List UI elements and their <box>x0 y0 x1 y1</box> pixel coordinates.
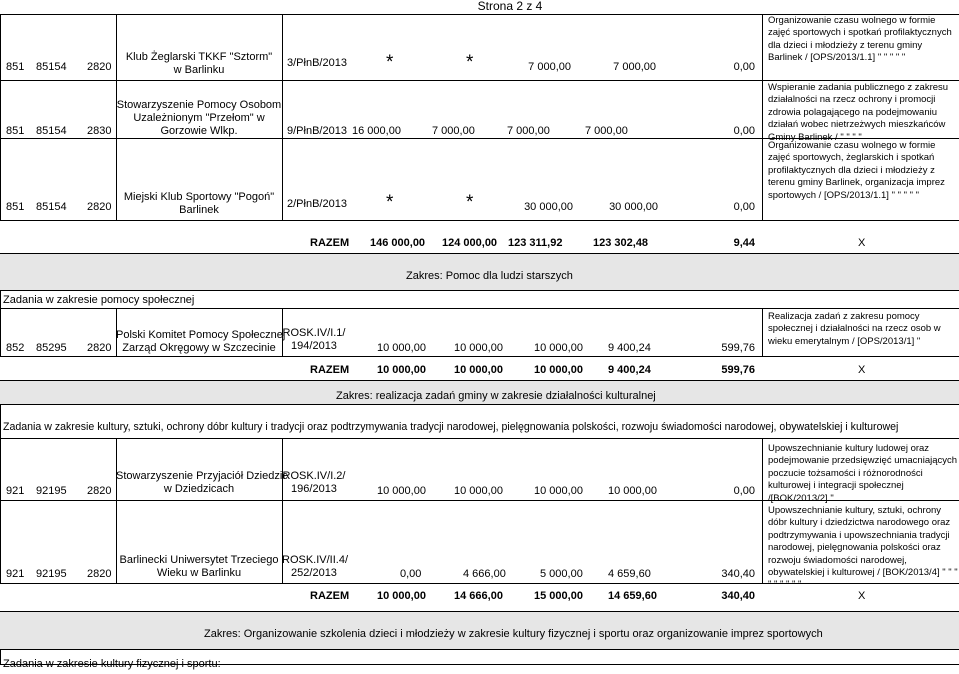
section-task-pomoc: Zadania w zakresie pomocy społecznej <box>3 294 195 306</box>
value-5: 599,76 <box>721 342 755 354</box>
value-3: 30 000,00 <box>524 201 573 213</box>
paragraf-cell: 2820 <box>87 61 112 73</box>
task-description: Realizacja zadań z zakresu pomocy społecznej i działalności na rzecz osob w wieku emerytalnym / [OPS/2013/1] " <box>768 311 941 347</box>
total-value-5: 599,76 <box>721 364 755 376</box>
page-header: Strona 2 z 4 <box>477 0 543 13</box>
total-label: RAZEM <box>310 364 350 376</box>
total-value-3: 123 311,92 <box>508 237 563 249</box>
task-description: Organizowanie czasu wolnego w formie zajęć sportowych, żeglarskich i spotkań profilaktycznych dla dzieci i młodzieży z terenu gminy Barlinek, organizacja imprez sportowych / [OPS/2013/1.1] " " " " " <box>768 140 945 201</box>
total-x: X <box>858 364 866 376</box>
total-value-4: 9 400,24 <box>608 364 651 376</box>
value-3: 5 000,00 <box>540 568 583 580</box>
paragraf-cell: 2820 <box>87 485 112 497</box>
doc-number: ROSK.IV/II.4/ <box>282 554 349 566</box>
dzial-cell: 852 <box>6 342 25 354</box>
org-name-line: Stowarzyszenie Pomocy Osobom <box>116 99 282 111</box>
total-value-4: 14 659,60 <box>608 590 657 602</box>
value-1: 10 000,00 <box>377 485 426 497</box>
value-4: 30 000,00 <box>609 201 658 213</box>
org-name-line: Barlinecki Uniwersytet Trzeciego <box>119 554 279 566</box>
org-name-line: Wieku w Barlinku <box>156 567 242 579</box>
org-name-line: Zarząd Okręgowy w Szczecinie <box>122 342 276 354</box>
value-5: 0,00 <box>733 201 755 213</box>
value-5: 340,40 <box>721 568 755 580</box>
total-x: X <box>858 590 866 602</box>
value-1: 0,00 <box>400 568 422 580</box>
total-label: RAZEM <box>310 237 350 249</box>
value-2: * <box>466 52 474 73</box>
value-2: 4 666,00 <box>463 568 506 580</box>
total-value-2: 14 666,00 <box>454 590 503 602</box>
value-3: 7 000,00 <box>528 61 571 73</box>
paragraf-cell: 2820 <box>87 342 112 354</box>
value-2: * <box>466 192 474 213</box>
total-value-2: 10 000,00 <box>454 364 503 376</box>
paragraf-cell: 2820 <box>87 201 112 213</box>
doc-number: 2/PłnB/2013 <box>287 198 347 210</box>
doc-number: ROSK.IV/I.1/ <box>282 327 346 339</box>
section-title-pomoc: Zakres: Pomoc dla ludzi starszych <box>406 270 573 282</box>
total-value-3: 15 000,00 <box>534 590 583 602</box>
rozdzial-cell: 85154 <box>36 201 67 213</box>
value-4: 7 000,00 <box>585 125 628 137</box>
org-name-line: Miejski Klub Sportowy "Pogoń" <box>123 191 275 203</box>
paragraf-cell: 2820 <box>87 568 112 580</box>
org-name-line: w Dziedzicach <box>163 483 235 495</box>
value-2: 10 000,00 <box>454 485 503 497</box>
value-5: 0,00 <box>733 125 755 137</box>
dzial-cell: 851 <box>6 125 25 137</box>
org-name-line: Klub Żeglarski TKKF "Sztorm" <box>125 51 273 63</box>
dzial-cell: 851 <box>6 61 25 73</box>
rozdzial-cell: 92195 <box>36 485 67 497</box>
task-description: Upowszechnianie kultury ludowej oraz podejmowanie przedsięwzięć umacniających poczucie tożsamości i różnorodności kulturowej i integracji społecznej /[BOK/2013/2] " <box>768 443 958 504</box>
value-4: 4 659,60 <box>608 568 651 580</box>
doc-number: 252/2013 <box>291 567 337 579</box>
doc-number: 196/2013 <box>291 483 337 495</box>
total-value-1: 10 000,00 <box>377 364 426 376</box>
org-name-line: Barlinek <box>179 204 219 216</box>
section-task-sport: Zadania w zakresie kultury fizycznej i sportu: <box>3 658 221 670</box>
dzial-cell: 851 <box>6 201 25 213</box>
value-3: 10 000,00 <box>534 342 583 354</box>
org-name-line: Stowarzyszenie Przyjaciół Dziedzic <box>116 470 288 482</box>
rozdzial-cell: 85154 <box>36 125 67 137</box>
rozdzial-cell: 85154 <box>36 61 67 73</box>
total-value-3: 10 000,00 <box>534 364 583 376</box>
org-name-line: w Barlinku <box>173 64 225 76</box>
value-1: * <box>386 192 394 213</box>
section-task-kultura: Zadania w zakresie kultury, sztuki, ochrony dóbr kultury i tradycji oraz podtrzymywania tradycji narodowej, pielęgnowania polskości, rozwoju świadomości narodowej, obywatelskiej i kulturowej <box>3 421 899 433</box>
section-title-sport: Zakres: Organizowanie szkolenia dzieci i młodzieży w zakresie kultury fizycznej i sportu oraz organizowanie imprez sportowych <box>204 628 823 640</box>
value-1: 10 000,00 <box>377 342 426 354</box>
value-3: 7 000,00 <box>507 125 550 137</box>
task-description: Upowszechnianie kultury, sztuki, ochrony dóbr kultury i dziedzictwa narodowego oraz podtrzymywania i upowszechniania tradycji narodowej, pielęgnowania polskości oraz rozwoju świadomości narodowej, obywatelskiej i kulturowej / [BOK/2013/4] " " " " " " " " " <box>768 505 958 591</box>
value-1: * <box>386 52 394 73</box>
value-4: 9 400,24 <box>608 342 651 354</box>
rozdzial-cell: 85295 <box>36 342 67 354</box>
total-value-5: 9,44 <box>733 237 755 249</box>
value-4: 10 000,00 <box>608 485 657 497</box>
total-label: RAZEM <box>310 590 350 602</box>
value-2: 10 000,00 <box>454 342 503 354</box>
value-1: 16 000,00 <box>352 125 401 137</box>
doc-number: 9/PłnB/2013 <box>287 125 347 137</box>
org-name-line: Uzależnionym "Przełom" w <box>133 112 265 124</box>
dzial-cell: 921 <box>6 485 25 497</box>
total-x: X <box>858 237 866 249</box>
task-description: Wspieranie zadania publicznego z zakresu działalności na rzecz ochrony i promocji zdrowia polagającego na podejmowaniu działań wobec nietrzeżwych mieszkańców Gminy Barlinek / " " " " <box>768 82 949 143</box>
doc-number: 3/PłnB/2013 <box>287 57 347 69</box>
total-value-2: 124 000,00 <box>442 237 498 249</box>
task-description: Organizowanie czasu wolnego w formie zajęć sportowych i spotkań profilaktycznych dla dzieci i młodzieży z terenu gminy Barlinek / [OPS/2013/1.1] " " " " " <box>768 15 952 64</box>
total-value-4: 123 302,48 <box>593 237 649 249</box>
total-value-1: 10 000,00 <box>377 590 426 602</box>
total-value-5: 340,40 <box>721 590 755 602</box>
dzial-cell: 921 <box>6 568 25 580</box>
doc-number: ROSK.IV/I.2/ <box>282 470 346 482</box>
org-name-line: Polski Komitet Pomocy Społecznej <box>116 329 286 341</box>
doc-number: 194/2013 <box>291 340 337 352</box>
value-2: 7 000,00 <box>432 125 475 137</box>
value-3: 10 000,00 <box>534 485 583 497</box>
value-5: 0,00 <box>733 61 755 73</box>
rozdzial-cell: 92195 <box>36 568 67 580</box>
paragraf-cell: 2830 <box>87 125 112 137</box>
value-4: 7 000,00 <box>613 61 656 73</box>
org-name-line: Gorzowie Wlkp. <box>160 125 238 137</box>
total-value-1: 146 000,00 <box>370 237 426 249</box>
section-title-kultura: Zakres: realizacja zadań gminy w zakresie działalności kulturalnej <box>336 390 656 402</box>
value-5: 0,00 <box>733 485 755 497</box>
